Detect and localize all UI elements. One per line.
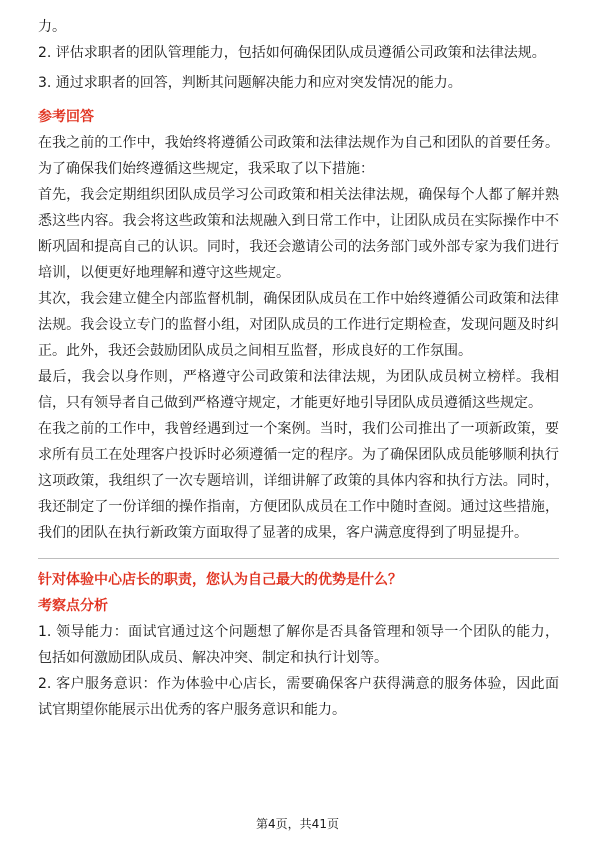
answer-paragraph-2: 首先，我会定期组织团队成员学习公司政策和相关法律法规，确保每个人都了解并熟悉这些内容。我会将这些政策和法规融入到日常工作中，让团队成员在实际操作中不断巩固和提高自己的认识。同时，我还会邀请公司的法务部门或外部专家为我们进行培训，以便更好地理解和遵守这些规定。 [38,187,559,281]
intro-line-tail: 力。 [38,19,66,35]
analysis-heading: 考察点分析 [38,598,108,614]
analysis-point-1: 1. 领导能力：面试官通过这个问题想了解你是否具备管理和领导一个团队的能力，包括如何激励团队成员、解决冲突、制定和执行计划等。 [38,624,559,666]
page-footer: 第4页，共41页 [256,817,339,831]
intro-point-2: 2. 评估求职者的团队管理能力，包括如何确保团队成员遵循公司政策和法律法规。 [38,45,546,61]
section-divider [38,558,559,559]
answer-paragraph-1: 在我之前的工作中，我始终将遵循公司政策和法律法规作为自己和团队的首要任务。为了确保我们始终遵循这些规定，我采取了以下措施： [38,135,559,177]
intro-point-3: 3. 通过求职者的回答，判断其问题解决能力和应对突发情况的能力。 [38,75,462,91]
page-content [38,14,559,723]
answer-heading: 参考回答 [38,109,94,125]
answer-paragraph-3: 其次，我会建立健全内部监督机制，确保团队成员在工作中始终遵循公司政策和法律法规。我会设立专门的监督小组，对团队成员的工作进行定期检查，发现问题及时纠正。此外，我还会鼓励团队成员之间相互监督，形成良好的工作氛围。 [38,291,559,359]
answer-paragraph-5: 在我之前的工作中，我曾经遇到过一个案例。当时，我们公司推出了一项新政策，要求所有员工在处理客户投诉时必须遵循一定的程序。为了确保团队成员能够顺利执行这项政策，我组织了一次专题培训，详细讲解了政策的具体内容和执行方法。同时，我还制定了一份详细的操作指南，方便团队成员在工作中随时查阅。通过这些措施，我们的团队在执行新政策方面取得了显著的成果，客户满意度得到了明显提升。 [38,421,559,541]
next-question: 针对体验中心店长的职责，您认为自己最大的优势是什么？ [38,572,402,588]
analysis-point-2: 2. 客户服务意识：作为体验中心店长，需要确保客户获得满意的服务体验，因此面试官期望你能展示出优秀的客户服务意识和能力。 [38,676,559,718]
answer-paragraph-4: 最后，我会以身作则，严格遵守公司政策和法律法规，为团队成员树立榜样。我相信，只有领导者自己做到严格遵守规定，才能更好地引导团队成员遵循这些规定。 [38,369,559,411]
